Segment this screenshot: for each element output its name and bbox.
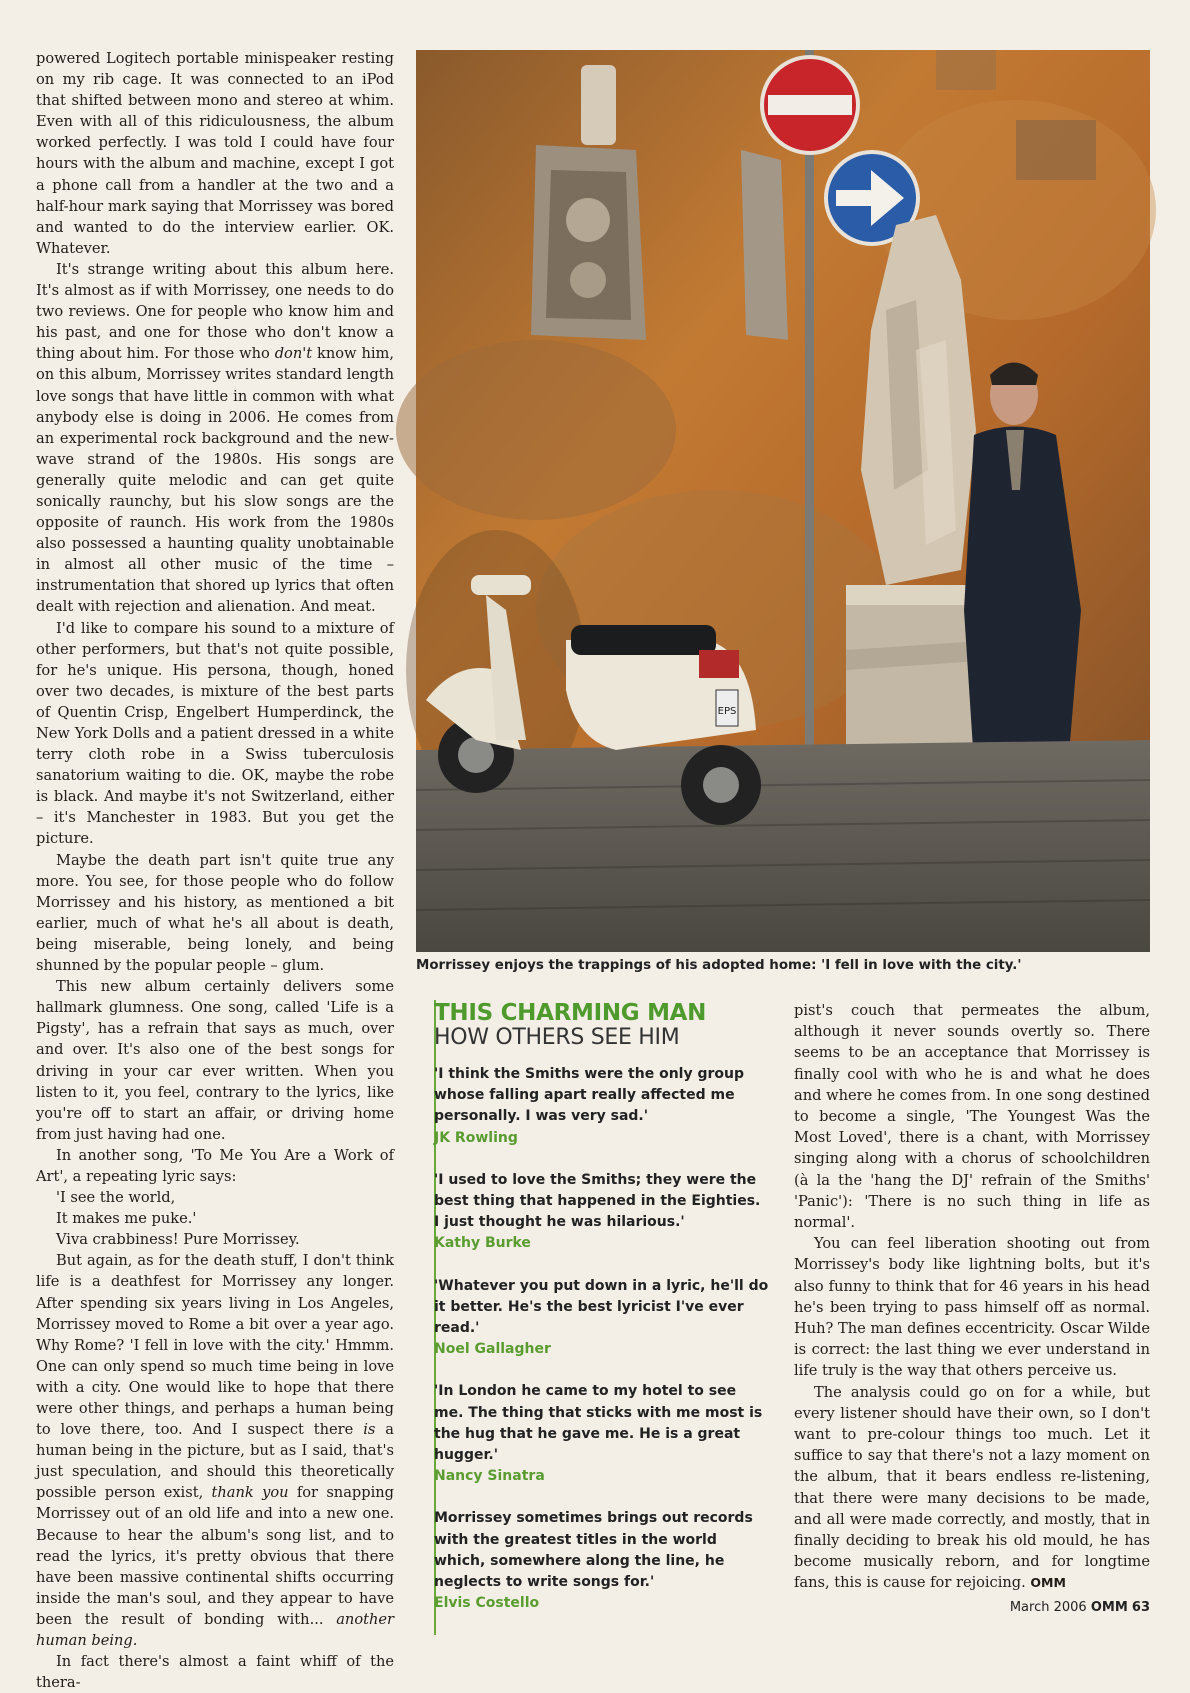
lyric-line: 'I see the world, (56, 1189, 176, 1207)
article-paragraph: The analysis could go on for a while, but every listener should have their own, so I don't want to pre-colour things too much. Let it suffice to say that there's not a lazy moment on the album, that it bears endless re-listening, that there were many decisions to be made, and all were made correctly, and mostly, that in finally deciding to break his old mould, he has become musically reborn, and for longtime fans, this is cause for rejoicing. OMM (794, 1383, 1150, 1592)
photo-illustration (416, 50, 1150, 952)
article-right-column (794, 1000, 1150, 1594)
sidebar-quote-author: Nancy Sinatra (434, 1468, 545, 1485)
article-paragraph: This new album certainly delivers some hallmark glumness. One song, called 'Life is a Pigsty', has a refrain that says as much, over and over. It's also one of the best songs for driving in your car ever written. When you listen to it, you feel, contrary to the lyrics, like you're off to start an affair, or driving home from just having had one. (36, 978, 394, 1143)
article-paragraph: You can feel liberation shooting out from Morrissey's body like lightning bolts, but it's also funny to think that for 46 years in his head he's been trying to pass himself off as normal. Huh? The man defines eccentricity. Oscar Wilde is correct: the last thing we ever understand in life truly is the way that others perceive us. (794, 1235, 1150, 1380)
article-paragraph: powered Logitech portable minispeaker resting on my rib cage. It was connected to an iPod that shifted between mono and stereo at whim. Even with all of this ridiculousness, the album worked perfectly. I was told I could have four hours with the album and machine, except I got a phone call from a handler at the two and a half-hour mark saying that Morrissey was bored and wanted to do the interview earlier. OK. Whatever. (36, 50, 394, 257)
no-entry-sign-icon (762, 57, 858, 153)
article-paragraph: I'd like to compare his sound to a mixture of other performers, but that's not quite possible, for he's unique. His persona, though, honed over two decades, is mixture of the best parts of Quentin Crisp, Engelbert Humperdinck, the New York Dolls and a patient dressed in a white terry cloth robe in a Swiss tuberculosis sanatorium waiting to die. OK, maybe the robe is black. And maybe it's not Switzerland, either – it's Manchester in 1983. But you get the picture. (36, 619, 394, 848)
magazine-name: OMM (1090, 1600, 1128, 1615)
article-paragraph: It's strange writing about this album here. It's almost as if with Morrissey, one needs to do two reviews. One for people who know him and his past, and one for those who don't know a thing about him. For those who don't know him, on this album, Morrissey writes standard length love songs that have little in common with what anybody else is doing in 2006. He comes from an experimental rock background and the new-wave strand of the 1980s. His songs are generally quite melodic and can get quite sonically raunchy, but his slow songs are the opposite of raunch. His work from the 1980s also possessed a haunting quality unobtainable in almost all other music of the time – instrumentation that shored up lyrics that often dealt with rejection and alienation. And meat. (36, 260, 394, 616)
lyric-line: It makes me puke.' (56, 1210, 197, 1228)
photo-caption: Morrissey enjoys the trappings of his adopted home: 'I fell in love with the city.' (416, 958, 1022, 973)
sidebar-quote-author: Kathy Burke (434, 1235, 531, 1252)
license-plate-text: EPS (717, 706, 737, 717)
sidebar-heading: THIS CHARMING MAN (434, 1000, 707, 1026)
page-number: 63 (1131, 1600, 1150, 1615)
photo-morrissey-rome (416, 50, 1150, 952)
page-footer (1010, 1600, 1150, 1615)
sidebar-inner (436, 1000, 770, 1614)
sidebar-box (434, 1000, 770, 1635)
sidebar-quote: 'I used to love the Smiths; they were the best thing that happened in the Eighties. I just thought he was hilarious.' (434, 1171, 761, 1231)
stone-fragment (741, 150, 788, 340)
sidebar-quote: 'In London he came to my hotel to see me. The thing that sticks with me most is the hug that he gave me. He is a great hugger.' (434, 1383, 763, 1464)
sidebar-quote: 'I think the Smiths were the only group whose falling apart really affected me personally. I was very sad.' (434, 1066, 744, 1125)
sidebar-subheading: HOW OTHERS SEE HIM (434, 1025, 680, 1050)
sign-pole (805, 50, 814, 830)
sidebar-quote: 'Whatever you put down in a lyric, he'll do it better. He's the best lyricist I've ever read.' (434, 1277, 769, 1337)
article-paragraph: In another song, 'To Me You Are a Work of Art', a repeating lyric says: (36, 1146, 394, 1185)
sidebar-quote: Morrissey sometimes brings out records with the greatest titles in the world which, somewhere along the line, he neglects to write songs for.' (434, 1510, 753, 1591)
article-left-column (36, 48, 394, 1693)
article-paragraph: But again, as for the death stuff, I don't think life is a deathfest for Morrissey any longer. After spending six years living in Los Angeles, Morrissey moved to Rome a bit over a year ago. Why Rome? 'I fell in love with the city.' Hmmm. One can only spend so much time being in love with a city. One would like to hope that there were other things, and perhaps a human being to love there, too. And I suspect there is a human being in the picture, but as I said, that's just speculation, and should this theoretically possible person exist, thank you for snapping Morrissey out of an old life and into a new one. Because to hear the album's song list, and to read the lyrics, it's pretty obvious that there have been massive continental shifts occurring inside the man's soul, and they appear to have been the result of bonding with... another human being. (36, 1252, 395, 1650)
sidebar-quote-author: Elvis Costello (434, 1595, 540, 1612)
article-paragraph: Maybe the death part isn't quite true any more. You see, for those people who do follow Morrissey and his history, as mentioned a bit earlier, much of what he's all about is death, being miserable, being lonely, and being shunned by the popular people – glum. (36, 851, 394, 975)
sidebar-quote-author: Noel Gallagher (434, 1341, 551, 1358)
article-paragraph: In fact there's almost a faint whiff of the thera- (36, 1653, 394, 1692)
article-paragraph: pist's couch that permeates the album, although it never sounds overtly so. There seems to be an acceptance that Morrissey is finally cool with who he is and what he does and where he comes from. In one song destined to become a single, 'The Youngest Was the Most Loved', there is a chant, with Morrissey singing along with a chorus of schoolchildren (à la the 'hang the DJ' refrain of the Smiths' 'Panic'): 'There is no such thing in life as normal'. (794, 1002, 1150, 1232)
issue-date: March 2006 (1009, 1600, 1087, 1615)
article-paragraph: Viva crabbiness! Pure Morrissey. (56, 1231, 300, 1249)
cobblestone-street (416, 740, 1150, 952)
sidebar-quote-author: JK Rowling (434, 1129, 518, 1146)
end-sign-omm: OMM (1030, 1575, 1066, 1591)
